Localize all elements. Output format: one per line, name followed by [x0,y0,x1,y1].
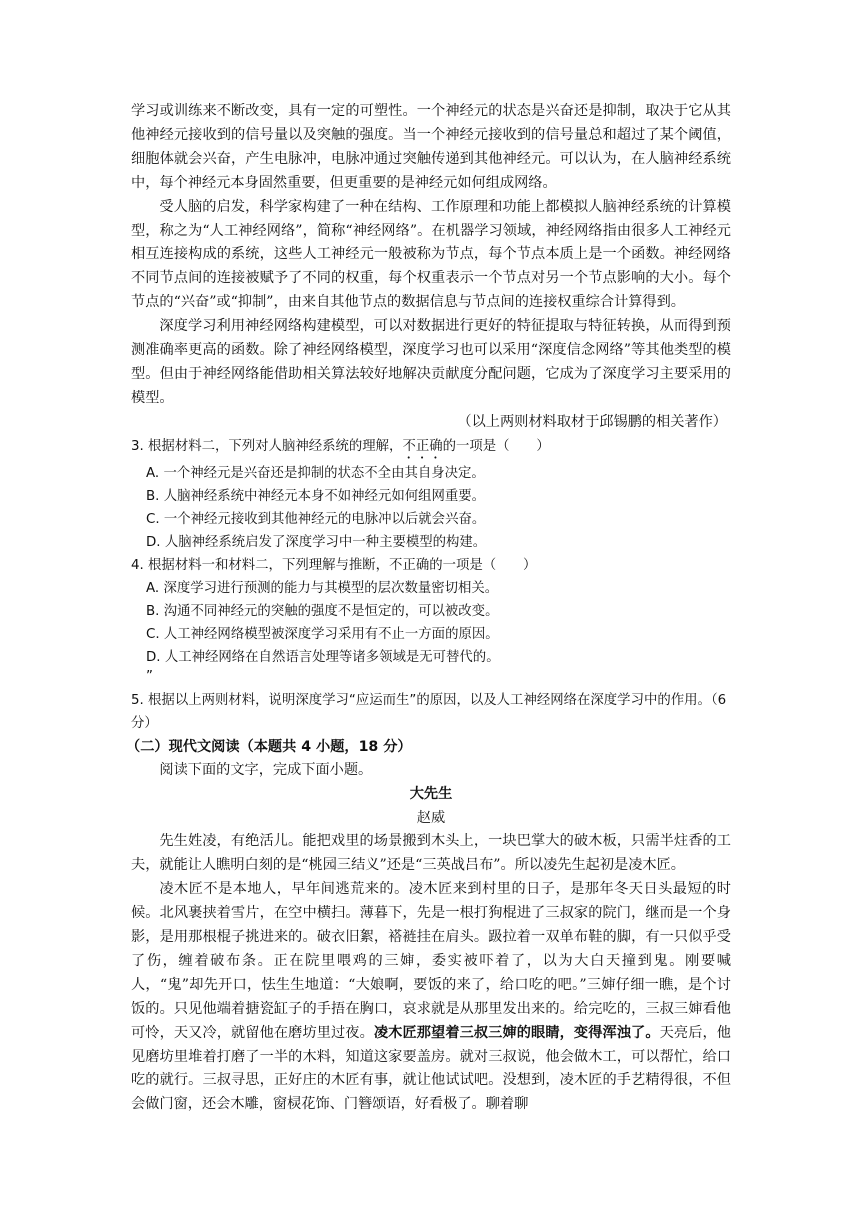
question-4-option-c: C. 人工神经网络模型被深度学习采用有不止一方面的原因。 [146,626,499,642]
story-paragraph-2: 凌木匠不是本地人，早年间逃荒来的。凌木匠来到村里的日子，是那年冬天日头最短的时候。北风裹挟着雪片，在空中横扫。薄暮下，先是一根打狗棍进了三叔家的院门，继而是一个身影，是用那根棍子挑进来的。破衣旧絮，褡裢挂在肩头。趿拉着一双单布鞋的脚，有一只似乎受了伤，缠着破布条。正在院里喂鸡的三婶，委实被吓着了，以为大白天撞到鬼。刚要喊人，“鬼”却先开口，怯生生地道：“大娘啊，要饭的来了，给口吃的吧。”三婶仔细一瞧，是个讨饭的。只见他端着搪瓷缸子的手捂在胸口，哀求就是从那里发出来的。给完吃的，三叔三婶看他可怜，天又冷，就留他在磨坊里过夜。凌木匠那望着三叔三婶的眼睛，变得浑浊了。天亮后，他见磨坊里堆着打磨了一半的木料，知道这家要盖房。就对三叔说，他会做木工，可以帮忙，给口吃的就行。三叔寻思，正好庄的木匠有事，就让他试试吧。没想到，凌木匠的手艺精得很，不但会做门窗，还会木雕，窗棂花饰、门簪颂语，好看极了。聊着聊 [131,881,731,1113]
section-heading: （二）现代文阅读（本题共 4 小题，18 分） [126,738,412,755]
question-4-option-a: A. 深度学习进行预测的能力与其模型的层次数量密切相关。 [146,580,499,596]
question-3-option-a: A. 一个神经元是兴奋还是抑制的状态不全由其自身决定。 [146,465,485,481]
reading-instruction: 阅读下面的文字，完成下面小题。 [159,761,373,778]
story-author: 赵威 [416,809,446,826]
question-4-option-d: D. 人工神经网络在自然语言处理等诸多领域是无可替代的。 [146,649,500,665]
stray-quote-mark: ” [146,668,153,684]
question-3-option-d: D. 人脑神经系统启发了深度学习中一种主要模型的构建。 [146,534,487,550]
exam-page [126,100,731,1117]
story-bold-sentence: 凌木匠那望着三叔三婶的眼睛，变得浑浊了。 [373,1024,660,1041]
question-3-option-c: C. 一个神经元接收到其他神经元的电脉冲以后就会兴奋。 [146,511,486,527]
material2-paragraph-3: 深度学习利用神经网络构建模型，可以对数据进行更好的特征提取与特征转换，从而得到预测准确率更高的函数。除了神经网络模型，深度学习也可以采用“深度信念网络”等其他类型的模型。但由于神经网络能借助相关算法较好地解决贡献度分配问题，它成为了深度学习主要采用的模型。 [131,318,731,406]
material2-paragraph-2: 受人脑的启发，科学家构建了一种在结构、工作原理和功能上都模拟人脑神经系统的计算模型，称之为“人工神经网络”，简称“神经网络”。在机器学习领域，神经网络指由很多人工神经元相互连接构成的系统，这些人工神经元一般被称为节点，每个节点本质上是一个函数。神经网络不同节点间的连接被赋予了不同的权重，每个权重表示一个节点对另一个节点影响的大小。每个节点的“兴奋”或“抑制”，由来自其他节点的数据信息与节点间的连接权重综合计算得到。 [131,198,731,311]
question-4-stem: 4. 根据材料一和材料二，下列理解与推断，不正确的一项是（ ） [131,557,537,573]
question-3-option-b: B. 人脑神经系统中神经元本身不如神经元如何组网重要。 [146,488,486,504]
question-3-stem: 3. 根据材料二，下列对人脑神经系统的理解，不正确的一项是（ ） [131,438,550,454]
story-paragraph-1: 先生姓凌，有绝活儿。能把戏里的场景搬到木头上，一块巴掌大的破木板，只需半炷香的工夫，就能让人瞧明白刻的是“桃园三结义”还是“三英战吕布”。所以凌先生起初是凌木匠。 [131,833,731,874]
material-source-note: （以上两则材料取材于邱锡鹏的相关著作） [457,413,727,430]
question-5-stem: 5. 根据以上两则材料，说明深度学习“应运而生”的原因，以及人工神经网络在深度学习中的作用。（6 分） [131,692,727,731]
emphasis-incorrect: 不正确 [402,438,443,454]
story-title: 大先生 [409,785,453,802]
material2-paragraph-1: 学习或训练来不断改变，具有一定的可塑性。一个神经元的状态是兴奋还是抑制，取决于它从其他神经元接收到的信号量以及突触的强度。当一个神经元接收到的信号量总和超过了某个阈值，细胞体就会兴奋，产生电脉冲，电脉冲通过突触传递到其他神经元。可以认为，在人脑神经系统中，每个神经元本身固然重要，但更重要的是神经元如何组成网络。 [131,103,731,191]
question-4-option-b: B. 沟通不同神经元的突触的强度不是恒定的，可以被改变。 [146,603,499,619]
